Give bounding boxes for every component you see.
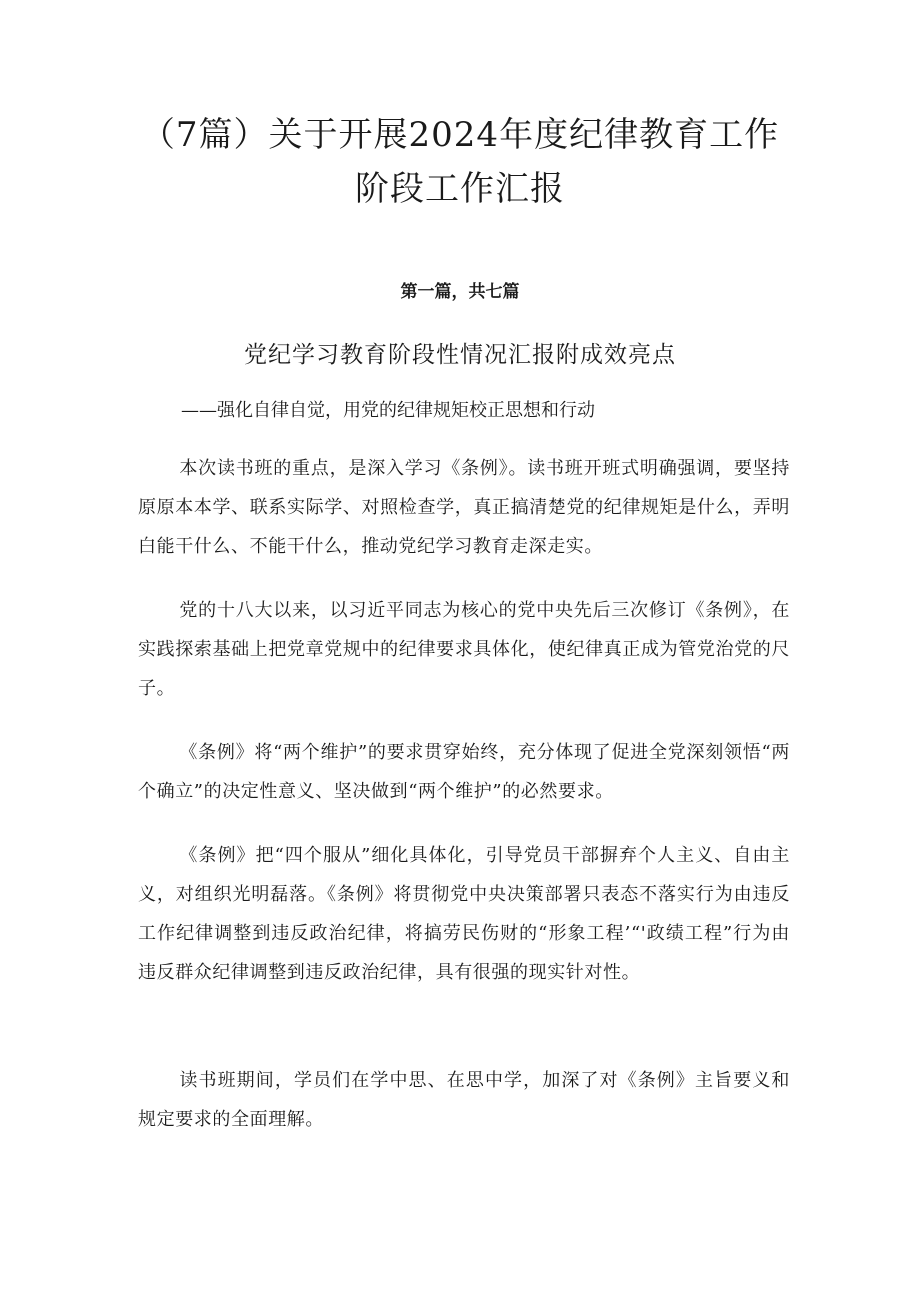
body-paragraph-4: 《条例》把“四个服从”细化具体化，引导党员干部摒弃个人主义、自由主义，对组织光明磊落。《条例》将贯彻党中央决策部署只表态不落实行为由违反工作纪律调整到违反政治纪律，将搞劳民伤财的“形象工程’“'政绩工程”行为由违反群众纪律调整到违反政治纪律，具有很强的现实针对性。 — [138, 845, 790, 983]
body-paragraph-1: 本次读书班的重点，是深入学习《条例》。读书班开班式明确强调，要坚持原原本本学、联系实际学、对照检查学，真正搞清楚党的纪律规矩是什么，弄明白能干什么、不能干什么，推动党纪学习教育走深走实。 — [138, 458, 790, 557]
body-paragraph-5: 读书班期间，学员们在学中思、在思中学，加深了对《条例》主旨要义和规定要求的全面理解。 — [138, 1070, 790, 1130]
section-title: 党纪学习教育阶段性情况汇报附成效亮点 — [244, 342, 676, 368]
part-label: 第一篇，共七篇 — [400, 282, 520, 302]
body-paragraph-3: 《条例》将“两个维护”的要求贯穿始终，充分体现了促进全党深刻领悟“两个确立”的决定性意义、坚决做到“两个维护”的必然要求。 — [138, 742, 790, 802]
document-title — [140, 108, 780, 216]
document-title-line-1: （7篇）关于开展2024年度纪律教育工作 — [140, 115, 780, 155]
document-title-line-2: 阶段工作汇报 — [355, 169, 565, 209]
body-paragraph-2: 党的十八大以来，以习近平同志为核心的党中央先后三次修订《条例》，在实践探索基础上把党章党规中的纪律要求具体化，使纪律真正成为管党治党的尺子。 — [138, 600, 790, 699]
section-subtitle: ——强化自律自觉，用党的纪律规矩校正思想和行动 — [181, 400, 595, 421]
